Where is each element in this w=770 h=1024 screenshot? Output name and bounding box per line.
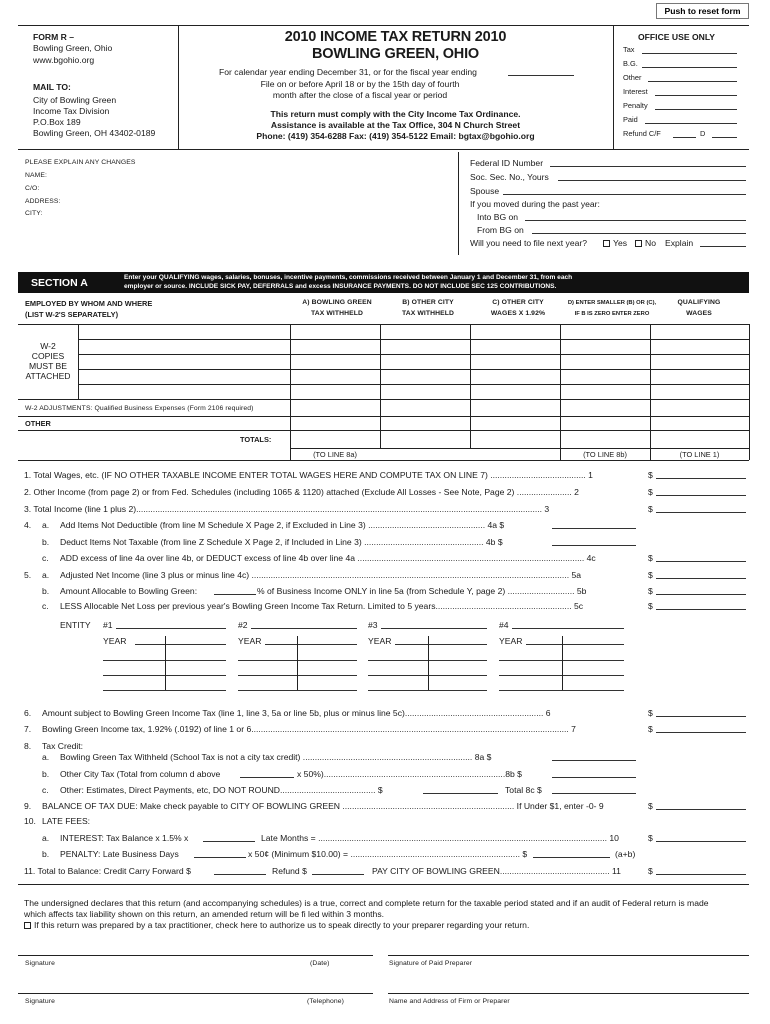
col-employer-2: (LIST W-2'S SEPARATELY) <box>25 310 119 319</box>
line-8a-field[interactable] <box>552 760 636 761</box>
entity-3-year-row-4[interactable] <box>368 690 487 691</box>
line-10-dollar: $ <box>648 833 653 843</box>
line-8-num: 8. <box>24 741 32 751</box>
line-2: 2. Other Income (from page 2) or from Fed. Schedules (including 1065 & 1120) attached (Exclude All Losses - See Note, Page 2) ....................... 2 <box>24 487 579 497</box>
col-c-2: WAGES X 1.92% <box>490 310 546 317</box>
line-8a-letter: a. <box>42 752 50 762</box>
preparer-signature-line[interactable] <box>388 955 749 956</box>
paid-preparer-label: Signature of Paid Preparer <box>389 960 473 967</box>
totals-label: TOTALS: <box>240 435 272 444</box>
line-9: BALANCE OF TAX DUE: Make check payable to CITY OF BOWLING GREEN ........................................................................ If Under $1, enter -0- 9 <box>42 801 604 811</box>
date-label: (Date) <box>310 960 330 967</box>
line-6-num: 6. <box>24 708 32 718</box>
line-10-field[interactable] <box>656 841 746 842</box>
line-9-field[interactable] <box>656 809 746 810</box>
signature-label: Signature <box>25 960 55 967</box>
line-10b-days-field[interactable] <box>194 857 246 858</box>
line-8c-field[interactable] <box>552 793 636 794</box>
telephone-label: (Telephone) <box>307 998 344 1005</box>
line-8a: Bowling Green Tax Withheld (School Tax is not a city tax credit) ....................................................................... 8a $ <box>60 752 492 762</box>
line-10b-pre: PENALTY: Late Business Days <box>60 849 179 859</box>
firm-name-label: Name and Address of Firm or Preparer <box>389 998 510 1005</box>
line-11-pay: PAY CITY OF BOWLING GREEN.............................................. 11 <box>372 866 621 876</box>
line-5c: LESS Allocable Net Loss per previous year's Bowling Green Income Tax Return. Limited to 5 years......................................................... 5c <box>60 601 584 611</box>
line-5a: Adjusted Net Income (line 3 plus or minus line 4c) ..................................................................................................................................... 5a <box>60 570 582 580</box>
spouse-ssn-field[interactable] <box>503 194 746 195</box>
line-5a-dollar: $ <box>648 570 653 580</box>
line-11-refund: Refund $ <box>272 866 307 876</box>
col-employer-1: EMPLOYED BY WHOM AND WHERE <box>25 299 153 308</box>
line-5-num: 5. <box>24 570 32 580</box>
into-bg-label: Into BG on <box>477 212 519 222</box>
line-9-num: 9. <box>24 801 32 811</box>
office-penalty-field[interactable] <box>655 109 737 110</box>
entity-1-divider <box>165 636 166 690</box>
grid-row-3 <box>78 369 749 370</box>
line-10a-balance-field[interactable] <box>203 841 255 842</box>
preparer-authorization <box>24 920 529 930</box>
line-4a-field[interactable] <box>552 528 636 529</box>
line-11-carry-field[interactable] <box>214 874 266 875</box>
line-8b-post: x 50%)............................................................................8b $ <box>297 769 522 779</box>
next-year-no-option[interactable] <box>635 238 656 248</box>
grid-totals-bottom <box>290 448 749 449</box>
col-d-2: IF B IS ZERO ENTER ZERO <box>574 311 650 317</box>
line-5a-letter: a. <box>42 570 50 580</box>
line-5c-dollar: $ <box>648 601 653 611</box>
line-11-carry-forward: 11. Total to Balance: Credit Carry Forward $ <box>24 866 191 876</box>
address-label: ADDRESS: <box>25 198 61 205</box>
grid-col-a <box>290 324 291 460</box>
explain-changes-label: PLEASE EXPLAIN ANY CHANGES <box>25 159 136 166</box>
mail-to-label: MAIL TO: <box>33 82 71 92</box>
form-title: 2010 INCOME TAX RETURN 2010 <box>284 29 507 45</box>
line-10a-post: Late Months = ......................................................................................................................... 10 <box>261 833 619 843</box>
line-8c-post: Total 8c $ <box>505 785 542 795</box>
office-paid-field[interactable] <box>645 123 737 124</box>
entity-1-label: #1 <box>103 620 113 630</box>
ssn-label: Soc. Sec. No., Yours <box>470 172 549 182</box>
to-line-1: (TO LINE 1) <box>679 450 720 459</box>
entity-1-year-label: YEAR <box>103 636 127 646</box>
grid-row-5 <box>18 399 749 400</box>
fiscal-year-text-1: For calendar year ending December 31, or for the fiscal year ending <box>219 67 477 77</box>
line-4-num: 4. <box>24 520 32 530</box>
form-label: FORM R – <box>33 32 75 42</box>
federal-id-field[interactable] <box>550 166 746 167</box>
office-d-label: D <box>700 129 706 138</box>
office-penalty-label: Penalty <box>623 101 648 110</box>
line-7-field[interactable] <box>656 732 746 733</box>
entity-4-divider <box>562 636 563 690</box>
line-3-field[interactable] <box>656 512 746 513</box>
line-10-num: 10. <box>24 816 36 826</box>
header-top-rule <box>18 25 749 26</box>
entity-1-field[interactable] <box>116 628 226 629</box>
yes-checkbox[interactable] <box>603 240 610 247</box>
section-a-desc-2: employer or source. INCLUDE SICK PAY, DEFERRALS and excess INSURANCE PAYMENTS. DO NOT INCLUDE SEC 125 CONTRIBUTIONS. <box>124 283 557 290</box>
mail-address-line-2: Income Tax Division <box>33 106 110 116</box>
entity-3-year-row-1[interactable] <box>395 644 487 645</box>
line-5c-field[interactable] <box>656 609 746 610</box>
fiscal-year-text-3: month after the close of a fiscal year or period <box>272 90 448 100</box>
second-signature-label: Signature <box>25 998 55 1005</box>
line-8: Tax Credit: <box>42 741 84 751</box>
line-10a-letter: a. <box>42 833 50 843</box>
grid-adj-bottom <box>18 416 749 417</box>
next-year-label: Will you need to file next year? <box>470 238 588 248</box>
line-2-field[interactable] <box>656 495 746 496</box>
entity-2-label: #2 <box>238 620 248 630</box>
office-use-title: OFFICE USE ONLY <box>638 32 716 42</box>
grid-row-4 <box>78 384 749 385</box>
mail-address-line-3: P.O.Box 189 <box>33 117 81 127</box>
line-8b-field[interactable] <box>552 777 636 778</box>
w2-note-1: W-2 <box>40 341 56 351</box>
entity-4-field[interactable] <box>512 628 624 629</box>
line-11-field[interactable] <box>656 874 746 875</box>
co-label: C/O: <box>25 185 40 192</box>
line-7: Bowling Green Income tax, 1.92% (.0192) of line 1 or 6..................................................................................................................................... 7 <box>42 724 576 734</box>
entity-2-field[interactable] <box>251 628 357 629</box>
entity-2-year-row-4[interactable] <box>238 690 357 691</box>
mail-address-line-4: Bowling Green, OH 43402-0189 <box>33 128 156 138</box>
office-tax-field[interactable] <box>642 53 737 54</box>
line-8c-letter: c. <box>42 785 49 795</box>
header-bottom-rule <box>18 149 749 150</box>
line-4c: ADD excess of line 4a over line 4b, or DEDUCT excess of line 4b over line 4a ............................................................................................... 4c <box>60 553 596 563</box>
w2-adjustments-label: W-2 ADJUSTMENTS: Qualified Business Expenses (Form 2106 required) <box>25 405 254 412</box>
comply-text-2: Assistance is available at the Tax Office, 304 N Church Street <box>270 120 521 130</box>
office-tax-label: Tax <box>623 45 635 54</box>
col-a-2: TAX WITHHELD <box>310 310 364 317</box>
entity-3-divider <box>428 636 429 690</box>
line-8c-pre: Other: Estimates, Direct Payments, etc, DO NOT ROUND........................................ $ <box>60 785 383 795</box>
line-10b-letter: b. <box>42 849 50 859</box>
section-a-bottom-rule <box>18 460 749 461</box>
grid-col-d <box>560 324 561 460</box>
section-a-desc-1: Enter your QUALIFYING wages, salaries, bonuses, incentive payments, commissions received between January 1 and December 31, from each <box>124 274 573 281</box>
office-paid-label: Paid <box>623 115 638 124</box>
line-4c-letter: c. <box>42 553 49 563</box>
col-b-2: TAX WITHHELD <box>401 310 455 317</box>
section-a-label: SECTION A <box>31 277 88 289</box>
line-5b-dollar: $ <box>648 586 653 596</box>
line-10: LATE FEES: <box>42 816 91 826</box>
grid-other-bottom <box>18 430 749 431</box>
from-bg-field[interactable] <box>532 233 746 234</box>
entity-3-label: #3 <box>368 620 378 630</box>
line-8b-pre: Other City Tax (Total from column d above <box>60 769 221 779</box>
grid-row-2 <box>78 354 749 355</box>
other-label: OTHER <box>25 419 51 428</box>
preparer-authorization-checkbox[interactable] <box>24 922 31 929</box>
line-5b-post: % of Business Income ONLY in line 5a (from Schedule Y, page 2) ............................ 5b <box>257 586 587 596</box>
line-4b-field[interactable] <box>552 545 636 546</box>
line-6-field[interactable] <box>656 716 746 717</box>
w2-note-3: MUST BE <box>28 361 68 371</box>
entity-label: ENTITY <box>60 620 91 630</box>
line-5b-letter: b. <box>42 586 50 596</box>
mail-address-line-1: City of Bowling Green <box>33 95 117 105</box>
entity-4-year-row-1[interactable] <box>526 644 624 645</box>
fiscal-year-text-2: File on or before April 18 or by the 15th day of fourth <box>260 79 460 89</box>
entity-1-year-row-1[interactable] <box>135 644 226 645</box>
col-c-1: C) OTHER CITY <box>492 299 544 306</box>
col-a-1: A) BOWLING GREEN <box>302 299 372 306</box>
line-5a-field[interactable] <box>656 578 746 579</box>
line-3: 3. Total Income (line 1 plus 2).......................................................................................................................................................................... 3 <box>24 504 550 514</box>
spouse-label: Spouse <box>470 186 500 196</box>
entity-4-year-label: YEAR <box>499 636 523 646</box>
firm-name-line[interactable] <box>388 993 749 994</box>
col-d-1: D) ENTER SMALLER (B) OR (C), <box>567 300 657 306</box>
form-subtitle: BOWLING GREEN, OHIO <box>312 46 479 62</box>
second-signature-line[interactable] <box>18 993 373 994</box>
line-7-dollar: $ <box>648 724 653 734</box>
w2-note-2: COPIES <box>31 351 65 361</box>
w2-note-4: ATTACHED <box>25 371 71 381</box>
grid-w2-divider <box>78 324 79 399</box>
into-bg-field[interactable] <box>525 220 746 221</box>
entity-4-year-row-4[interactable] <box>499 690 624 691</box>
line-7-num: 7. <box>24 724 32 734</box>
line-10b-field[interactable] <box>533 857 610 858</box>
line-4c-field[interactable] <box>656 561 746 562</box>
moved-label: If you moved during the past year: <box>470 199 600 209</box>
line-8b-col-d-field[interactable] <box>240 777 294 778</box>
signature-line[interactable] <box>18 955 373 956</box>
yes-label: Yes <box>613 238 628 248</box>
office-interest-label: Interest <box>623 87 648 96</box>
office-bg-field[interactable] <box>642 67 737 68</box>
col-b-1: B) OTHER CITY <box>402 299 454 306</box>
office-other-label: Other <box>623 73 642 82</box>
office-refund-field[interactable] <box>673 137 696 138</box>
office-refund-label: Refund C/F <box>623 129 661 138</box>
declaration-line-2: which affects tax liability shown on this return, an amended return will be fi led within 3 months. <box>24 909 385 919</box>
grid-top <box>18 324 749 325</box>
line-1-dollar: $ <box>648 470 653 480</box>
line-5c-letter: c. <box>42 601 49 611</box>
line-5b-pre: Amount Allocable to Bowling Green: <box>60 586 198 596</box>
office-interest-field[interactable] <box>655 95 737 96</box>
office-bg-label: B.G. <box>623 59 638 68</box>
preparer-authorization-label: If this return was prepared by a tax practitioner, check here to authorize us to speak directly to your preparer regarding your return. <box>34 920 530 930</box>
declaration-line-1: The undersigned declares that this return (and accompanying schedules) is a true, correct and complete return for the taxable period stated and if an audit of Federal return is made <box>24 898 709 908</box>
fiscal-year-end-field[interactable] <box>508 75 574 76</box>
name-label: NAME: <box>25 172 48 179</box>
line-11-dollar: $ <box>648 866 653 876</box>
no-checkbox[interactable] <box>635 240 642 247</box>
city-name: Bowling Green, Ohio <box>33 43 113 53</box>
line-4a: Add Items Not Deductible (from line M Schedule X Page 2, if Excluded in Line 3) ................................................. 4a $ <box>60 520 505 530</box>
to-line-8a: (TO LINE 8a) <box>313 450 357 459</box>
col-qualifying-1: QUALIFYING <box>677 299 721 306</box>
line-1-field[interactable] <box>656 478 746 479</box>
ssn-field[interactable] <box>558 180 746 181</box>
line-6: Amount subject to Bowling Green Income Tax (line 1, line 3, 5a or line 5b, plus or minus line 5c).......................................................... 6 <box>42 708 551 718</box>
to-line-8b: (TO LINE 8b) <box>583 450 627 459</box>
line-1: 1. Total Wages, etc. (IF NO OTHER TAXABLE INCOME ENTER TOTAL WAGES HERE AND COMPUTE TAX ON LINE 7) ........................................ 1 <box>24 470 593 480</box>
city-label: CITY: <box>25 210 43 217</box>
contact-info: Phone: (419) 354-6288 Fax: (419) 354-5122 Email: bgtax@bgohio.org <box>256 131 535 141</box>
entity-2-year-row-1[interactable] <box>265 644 357 645</box>
explain-field[interactable] <box>700 246 746 247</box>
line-4c-dollar: $ <box>648 553 653 563</box>
from-bg-label: From BG on <box>477 225 524 235</box>
entity-1-year-row-4[interactable] <box>103 690 226 691</box>
office-other-field[interactable] <box>648 81 737 82</box>
grid-col-c <box>470 324 471 448</box>
line-2-dollar: $ <box>648 487 653 497</box>
entity-2-year-label: YEAR <box>238 636 262 646</box>
line-4a-letter: a. <box>42 520 50 530</box>
line-4b-letter: b. <box>42 537 50 547</box>
line-11-refund-field[interactable] <box>312 874 364 875</box>
line-5b-percent-field[interactable] <box>214 594 256 595</box>
line-6-dollar: $ <box>648 708 653 718</box>
website: www.bgohio.org <box>33 55 95 65</box>
reset-form-button[interactable]: Push to reset form <box>656 3 749 19</box>
line-3-dollar: $ <box>648 504 653 514</box>
entity-4-label: #4 <box>499 620 509 630</box>
entity-3-year-label: YEAR <box>368 636 392 646</box>
line-8b-letter: b. <box>42 769 50 779</box>
grid-col-b <box>380 324 381 448</box>
line-4b: Deduct Items Not Taxable (from line Z Schedule X Page 2, if Included in Line 3) .................................................. 4b $ <box>60 537 503 547</box>
next-year-yes-option[interactable] <box>603 238 627 248</box>
lines-bottom-rule <box>18 884 749 885</box>
comply-text-1: This return must comply with the City Income Tax Ordinance. <box>270 109 521 119</box>
grid-col-q <box>650 324 651 460</box>
grid-row-1 <box>78 339 749 340</box>
taxpayer-divider <box>458 152 459 255</box>
line-10b-post: x 50¢ (Minimum $10.00) = ....................................................................... $ <box>248 849 528 859</box>
line-5b-field[interactable] <box>656 594 746 595</box>
line-9-dollar: $ <box>648 801 653 811</box>
office-d-field[interactable] <box>712 137 737 138</box>
header-divider-right <box>613 25 614 149</box>
entity-3-field[interactable] <box>381 628 487 629</box>
line-10a-pre: INTEREST: Tax Balance x 1.5% x <box>60 833 189 843</box>
col-qualifying-2: WAGES <box>686 310 712 317</box>
entity-2-divider <box>297 636 298 690</box>
grid-right <box>749 324 750 460</box>
federal-id-label: Federal ID Number <box>470 158 544 168</box>
line-10b-end: (a+b) <box>615 849 636 859</box>
line-8c-other-field[interactable] <box>423 793 498 794</box>
explain-label: Explain <box>665 238 694 248</box>
no-label: No <box>645 238 656 248</box>
